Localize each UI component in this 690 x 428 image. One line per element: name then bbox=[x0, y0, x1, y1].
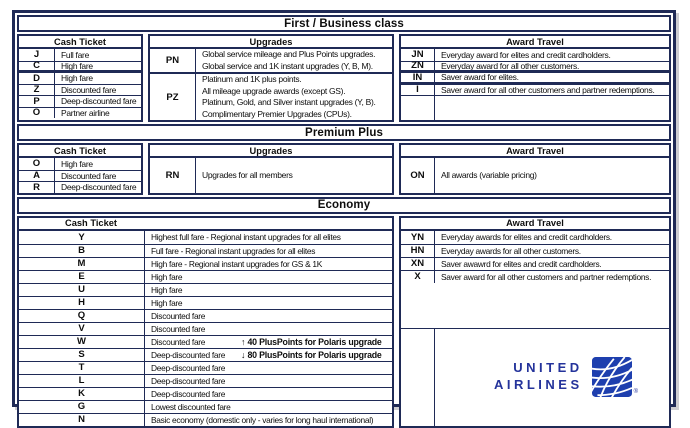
cash-ticket-header: Cash Ticket bbox=[19, 36, 141, 49]
fare-description-cell bbox=[435, 271, 669, 283]
section-title-text: Economy bbox=[317, 199, 371, 211]
section-title-text: First / Business class bbox=[284, 17, 404, 30]
award-travel-table bbox=[399, 216, 671, 428]
table-row bbox=[19, 95, 141, 107]
table-row bbox=[19, 374, 392, 387]
fare-code: B bbox=[19, 245, 145, 257]
fare-description: Full fare - Regional instant upgrades for all elites bbox=[151, 245, 316, 256]
merged-row-group bbox=[150, 49, 392, 72]
premium-plus-section bbox=[17, 143, 671, 195]
fare-description-cell bbox=[435, 245, 669, 257]
united-globe-icon bbox=[592, 357, 632, 397]
fare-description: Deep-discounted fare bbox=[151, 349, 226, 360]
award-travel-groups bbox=[401, 158, 669, 193]
fare-description: Everyday award for elites and credit cardholders. bbox=[441, 49, 611, 60]
fare-description-cell bbox=[145, 388, 392, 400]
merged-row-group bbox=[401, 158, 669, 193]
upgrades-header: Upgrades bbox=[150, 145, 392, 158]
fare-code: L bbox=[19, 375, 145, 387]
cash-ticket-rows bbox=[19, 49, 141, 120]
fare-description: Global service and 1K instant upgrades (Y, B, M). bbox=[202, 60, 373, 71]
table-row bbox=[19, 348, 392, 361]
fare-description: Highest full fare - Regional instant upgrades for all elites bbox=[151, 232, 341, 242]
award-travel-rows bbox=[401, 231, 669, 328]
fare-description: All awards (variable pricing) bbox=[441, 169, 537, 180]
fare-description: Global service mileage and Plus Points upgrades. bbox=[202, 49, 376, 59]
table-row bbox=[401, 270, 669, 283]
merged-row-group bbox=[150, 72, 392, 120]
cash-ticket-header: Cash Ticket bbox=[19, 145, 141, 158]
fare-description: Lowest discounted fare bbox=[151, 401, 231, 412]
fare-description: Platinum and 1K plus points. bbox=[202, 74, 302, 84]
fare-description-cell bbox=[435, 85, 669, 96]
fare-description: Platinum, Gold, and Silver instant upgrades (Y, B). bbox=[202, 97, 376, 107]
fare-code: W bbox=[19, 336, 145, 348]
section-title-first-business bbox=[17, 15, 671, 32]
table-row bbox=[401, 84, 669, 96]
table-row bbox=[19, 107, 141, 119]
fare-description: Everyday award for all other customers. bbox=[441, 61, 580, 70]
fare-code: PN bbox=[150, 49, 196, 72]
fare-code: Y bbox=[19, 231, 145, 244]
table-row bbox=[19, 361, 392, 374]
fare-description-cell bbox=[145, 284, 392, 296]
fare-code: O bbox=[19, 108, 55, 119]
fare-description-cell bbox=[435, 73, 669, 82]
table-row bbox=[19, 413, 392, 426]
fare-description: High fare bbox=[151, 297, 183, 308]
fare-description: Discounted fare bbox=[151, 336, 206, 347]
upgrades-table bbox=[148, 143, 394, 195]
fare-code: IN bbox=[401, 73, 435, 82]
fare-code: A bbox=[19, 171, 55, 182]
table-row bbox=[19, 322, 392, 335]
fare-description: High fare bbox=[151, 284, 183, 295]
award-travel-header: Award Travel bbox=[401, 36, 669, 49]
upgrades-groups bbox=[150, 158, 392, 193]
fare-code: XN bbox=[401, 258, 435, 270]
fare-description: Deep-discounted fare bbox=[61, 96, 137, 107]
fare-description-cell bbox=[145, 401, 392, 413]
upgrades-table bbox=[148, 34, 394, 122]
united-airlines-logo bbox=[494, 357, 638, 397]
cash-ticket-header: Cash Ticket bbox=[19, 218, 392, 231]
fare-description: Deep-discounted fare bbox=[151, 388, 226, 399]
award-travel-header: Award Travel bbox=[401, 218, 669, 231]
award-code-column-divider bbox=[401, 329, 435, 426]
fare-description-cell bbox=[55, 96, 141, 107]
fare-description: Saver award for all other customers and partner redemptions. bbox=[441, 271, 652, 282]
award-travel-rows bbox=[401, 49, 669, 95]
section-title-economy bbox=[17, 197, 671, 214]
fare-code: I bbox=[401, 85, 435, 96]
fare-description-cell bbox=[145, 258, 392, 270]
table-row bbox=[401, 231, 669, 244]
fare-description: Saver award for all other customers and partner redemptions. bbox=[441, 84, 655, 95]
award-travel-table bbox=[399, 34, 671, 122]
fare-description: High fare bbox=[61, 73, 93, 84]
award-empty-cell bbox=[401, 328, 669, 426]
polaris-pluspoints-note: ↑ 40 PlusPoints for Polaris upgrade bbox=[241, 336, 382, 347]
fare-description-lines bbox=[196, 74, 392, 120]
fare-code: ON bbox=[401, 158, 435, 193]
award-travel-header: Award Travel bbox=[401, 145, 669, 158]
fare-description-cell bbox=[55, 85, 141, 96]
table-row bbox=[401, 244, 669, 257]
table-row bbox=[19, 61, 141, 73]
table-row bbox=[401, 61, 669, 73]
table-row bbox=[19, 244, 392, 257]
fare-code: V bbox=[19, 323, 145, 335]
fare-code: P bbox=[19, 96, 55, 107]
fare-description-cell bbox=[55, 182, 141, 193]
table-row bbox=[19, 257, 392, 270]
fare-description-cell bbox=[145, 310, 392, 322]
fare-code: E bbox=[19, 271, 145, 283]
fare-description-cell bbox=[145, 349, 392, 361]
fare-description: Discounted fare bbox=[61, 170, 117, 181]
fare-code: K bbox=[19, 388, 145, 400]
section-title-text: Premium Plus bbox=[305, 126, 383, 139]
fare-description: Basic economy (domestic only - varies for long haul international) bbox=[151, 414, 374, 425]
fare-code: G bbox=[19, 401, 145, 413]
fare-description-cell bbox=[435, 62, 669, 71]
registered-trademark: ® bbox=[633, 389, 639, 395]
fare-code: RN bbox=[150, 158, 196, 193]
fare-code: T bbox=[19, 362, 145, 374]
fare-description: High fare bbox=[61, 158, 93, 169]
polaris-pluspoints-note: ↓ 80 PlusPoints for Polaris upgrade bbox=[241, 349, 382, 360]
economy-section bbox=[17, 216, 671, 428]
fare-code: X bbox=[401, 271, 435, 283]
fare-description: Saver awawrd for elites and credit cardholders. bbox=[441, 258, 602, 269]
fare-description-cell bbox=[55, 49, 141, 61]
fare-description-cell bbox=[145, 375, 392, 387]
fare-class-table bbox=[12, 10, 676, 425]
fare-description-lines bbox=[196, 158, 392, 193]
table-row bbox=[19, 270, 392, 283]
fare-code: Q bbox=[19, 310, 145, 322]
fare-code: Z bbox=[19, 85, 55, 96]
fare-description-cell bbox=[145, 323, 392, 335]
fare-description: Discounted fare bbox=[61, 84, 117, 95]
fare-code: PZ bbox=[150, 74, 196, 120]
table-row bbox=[19, 170, 141, 182]
fare-description: Discounted fare bbox=[151, 323, 206, 334]
fare-code: D bbox=[19, 73, 55, 84]
table-row bbox=[19, 72, 141, 84]
fare-description-cell bbox=[55, 62, 141, 71]
award-code-column-divider bbox=[401, 96, 435, 120]
fare-code: S bbox=[19, 349, 145, 361]
fare-description-cell bbox=[55, 108, 141, 119]
fare-code: YN bbox=[401, 231, 435, 244]
table-row bbox=[19, 335, 392, 348]
fare-code: ZN bbox=[401, 62, 435, 71]
fare-description: Deep-discounted fare bbox=[61, 182, 137, 193]
fare-description-cell bbox=[145, 414, 392, 426]
fare-description: High fare - Regional instant upgrades for GS & 1K bbox=[151, 258, 323, 269]
fare-description-cell bbox=[145, 231, 392, 244]
fare-description: Partner airline bbox=[61, 107, 110, 118]
upgrades-header: Upgrades bbox=[150, 36, 392, 49]
table-row bbox=[19, 296, 392, 309]
fare-description-lines bbox=[435, 158, 669, 193]
table-row bbox=[19, 400, 392, 413]
award-travel-table bbox=[399, 143, 671, 195]
table-row bbox=[19, 181, 141, 193]
fare-description: High fare bbox=[151, 271, 183, 282]
cash-ticket-rows bbox=[19, 158, 141, 193]
united-wordmark: UNITED AIRLINES bbox=[493, 360, 583, 392]
first-business-section bbox=[17, 34, 671, 122]
fare-description: Everyday awards for all other customers. bbox=[441, 245, 581, 256]
fare-code: N bbox=[19, 414, 145, 426]
fare-description-cell bbox=[55, 171, 141, 182]
fare-description-cell bbox=[55, 73, 141, 84]
fare-code: H bbox=[19, 297, 145, 309]
section-title-premium-plus bbox=[17, 124, 671, 141]
award-empty-cell bbox=[401, 95, 669, 120]
fare-code: U bbox=[19, 284, 145, 296]
table-row bbox=[401, 49, 669, 61]
table-row bbox=[19, 84, 141, 96]
table-row bbox=[19, 231, 392, 244]
fare-description-cell bbox=[145, 362, 392, 374]
fare-description: Upgrades for all members bbox=[202, 169, 293, 180]
fare-description: Deep-discounted fare bbox=[151, 375, 226, 386]
fare-description-cell bbox=[145, 245, 392, 257]
table-row bbox=[401, 72, 669, 84]
table-row bbox=[19, 49, 141, 61]
fare-code: R bbox=[19, 182, 55, 193]
fare-code: HN bbox=[401, 245, 435, 257]
cash-ticket-rows bbox=[19, 231, 392, 426]
fare-description: Everyday awards for elites and credit cardholders. bbox=[441, 232, 612, 242]
merged-row-group bbox=[150, 158, 392, 193]
table-row bbox=[19, 309, 392, 322]
fare-description-cell bbox=[55, 158, 141, 170]
fare-description-lines bbox=[196, 49, 392, 72]
fare-description: Saver award for elites. bbox=[441, 73, 519, 82]
fare-code: O bbox=[19, 158, 55, 170]
fare-description-cell bbox=[435, 231, 669, 244]
fare-description-cell bbox=[435, 258, 669, 270]
fare-description-cell bbox=[145, 271, 392, 283]
cash-ticket-table bbox=[17, 216, 394, 428]
fare-description: Deep-discounted fare bbox=[151, 362, 226, 373]
upgrades-groups bbox=[150, 49, 392, 120]
table-row bbox=[19, 387, 392, 400]
fare-description-cell bbox=[435, 49, 669, 61]
cash-ticket-table bbox=[17, 143, 143, 195]
table-row bbox=[19, 283, 392, 296]
fare-description: All mileage upgrade awards (except GS). bbox=[202, 85, 346, 96]
fare-description: Discounted fare bbox=[151, 310, 206, 321]
table-row bbox=[19, 158, 141, 170]
fare-code: J bbox=[19, 49, 55, 61]
fare-description-cell bbox=[145, 336, 392, 348]
fare-code: M bbox=[19, 258, 145, 270]
fare-code: C bbox=[19, 62, 55, 71]
fare-code: JN bbox=[401, 49, 435, 61]
cash-ticket-table bbox=[17, 34, 143, 122]
fare-description: High fare bbox=[61, 61, 93, 70]
fare-description: Complimentary Premier Upgrades (CPUs). bbox=[202, 108, 352, 119]
table-row bbox=[401, 257, 669, 270]
fare-description-cell bbox=[145, 297, 392, 309]
fare-description: Full fare bbox=[61, 49, 90, 60]
